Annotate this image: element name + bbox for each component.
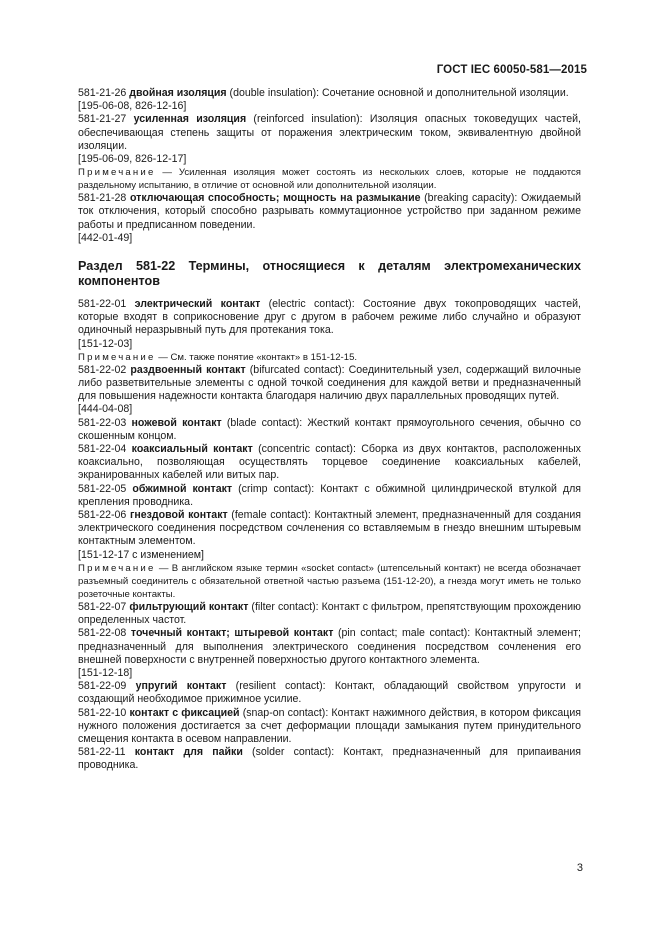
term-reference: [442-01-49] xyxy=(78,231,133,244)
term-entry xyxy=(78,443,581,483)
term-definition: (electric contact): Состояние двух токопроводящих частей, которые входят в соприкосновение друг с другом в рабочем режиме либо случайно и образуют одиночный неразрывный путь для протекания тока. xyxy=(78,298,581,337)
term-definition: (blade contact): Жесткий контакт прямоугольного сечения, обычно со скошенным концом. xyxy=(78,416,582,442)
standard-header: ГОСТ IEC 60050-581—2015 xyxy=(436,64,587,76)
term-definition: (bifurcated contact): Соединительный узел, содержащий вилочные либо разветвительные элементы с одной точкой соединения для каждой ветви и предназначенный для повышения надежности контакта благодаря наличию двух параллельных проводящих путей. xyxy=(78,363,581,403)
term-name: ножевой контакт xyxy=(131,416,222,429)
term-definition: (resilient contact): Контакт, обладающий свойством упругости и создающий необходимое прижимное усилие. xyxy=(78,680,581,706)
term-name: раздвоенный контакт xyxy=(130,363,246,376)
term-definition: (snap-on contact): Контакт нажимного действия, в котором фиксация нужного положения достигается за счет деформации площади замыкания путем принудительного смещения контакта в осевом направлении. xyxy=(78,706,581,745)
term-definition: (concentric contact): Сборка из двух контактов, расположенных коаксиально, позволяющая осуществлять торцевое соединение коаксиальных кабелей, экранированных кабелей или витых пар. xyxy=(78,443,581,482)
term-definition: (double insulation): Сочетание основной и дополнительной изоляции. xyxy=(226,87,569,99)
term-entry xyxy=(78,192,581,232)
term-name: усиленная изоляция xyxy=(133,113,247,126)
term-number: 581-22-04 xyxy=(78,443,127,456)
term-name: контакт с фиксацией xyxy=(129,706,240,719)
term-number: 581-22-05 xyxy=(78,482,127,495)
term-name: упругий контакт xyxy=(135,680,227,693)
term-entry xyxy=(78,746,581,772)
document-body xyxy=(78,87,581,773)
term-number: 581-22-06 xyxy=(78,509,127,522)
section-heading: Раздел 581-22 Термины, относящиеся к деталям электромеханических компонентов xyxy=(78,259,581,289)
note xyxy=(78,351,581,364)
term-definition: (crimp contact): Контакт с обжимной цилиндрической втулкой для крепления проводника. xyxy=(78,482,582,508)
term-name: точечный контакт; штыревой контакт xyxy=(130,627,334,640)
term-entry xyxy=(78,87,581,100)
term-name: электрический контакт xyxy=(134,298,261,311)
term-definition: (reinforced insulation): Изоляция опасных токоведущих частей, обеспечивающая степень защиты от поражения электрическим током, эквивалентную двойной изоляции. xyxy=(78,113,581,152)
note-label: Примечание xyxy=(78,167,156,179)
note xyxy=(78,166,581,192)
term-name: коаксиальный контакт xyxy=(131,443,253,456)
term-definition: (breaking capacity): Ожидаемый ток отключения, который способно разрывать коммутационное устройство при заданном режиме работы и предписанном поведении. xyxy=(78,192,581,231)
term-entry xyxy=(78,483,581,509)
term-definition: (filter contact): Контакт с фильтром, препятствующим прохождению определенных частот. xyxy=(78,600,581,627)
page-number: 3 xyxy=(576,862,583,874)
term-entry xyxy=(78,364,581,404)
term-reference: [195-06-09, 826-12-17] xyxy=(78,153,187,166)
term-entry xyxy=(78,509,581,549)
term-name: гнездовой контакт xyxy=(129,509,228,522)
term-reference: [151-12-17 с изменением] xyxy=(78,548,205,561)
term-name: обжимной контакт xyxy=(132,482,233,495)
term-entry xyxy=(78,707,581,747)
term-number: 581-21-28 xyxy=(78,192,127,205)
term-number: 581-22-11 xyxy=(78,746,126,759)
note-label: Примечание xyxy=(78,351,156,363)
term-name: двойная изоляция xyxy=(129,87,227,99)
term-name: контакт для пайки xyxy=(134,746,243,759)
term-entry xyxy=(78,113,581,153)
note-text: — В английском языке термин «socket contact» (штепсельный контакт) не всегда обозначает разъемный соединитель с обязательной ответной частью разъема (151-12-20), а гнезда могут иметь не только розеточные контакты. xyxy=(78,562,581,600)
term-entry xyxy=(78,417,581,443)
term-entry xyxy=(78,601,581,627)
term-number: 581-22-02 xyxy=(78,363,127,376)
term-number: 581-22-01 xyxy=(78,298,127,311)
term-entry xyxy=(78,627,581,667)
term-reference: [151-12-03] xyxy=(78,337,133,350)
term-reference: [195-06-08, 826-12-16] xyxy=(78,100,187,113)
term-number: 581-21-27 xyxy=(78,113,127,126)
term-definition: (female contact): Контактный элемент, предназначенный для создания электрического соединения посредством сочленения со вставляемым в гнездо внешним штыревым контактным элементом. xyxy=(78,509,581,548)
term-number: 581-22-03 xyxy=(78,416,127,429)
term-number: 581-22-08 xyxy=(78,627,127,640)
term-number: 581-22-09 xyxy=(78,680,127,693)
note xyxy=(78,562,581,601)
term-definition: (solder contact): Контакт, предназначенный для припаивания проводника. xyxy=(78,746,581,772)
note-text: — См. также понятие «контакт» в 151-12-15. xyxy=(155,351,358,363)
term-name: отключающая способность; мощность на размыкание xyxy=(129,192,421,205)
term-number: 581-22-10 xyxy=(78,706,127,719)
term-reference: [444-04-08] xyxy=(78,403,133,416)
note-text: — Усиленная изоляция может состоять из нескольких слоев, которые не поддаются раздельному испытанию, в отличие от основной или дополнительной изоляции. xyxy=(78,167,581,192)
term-entry xyxy=(78,680,581,706)
term-definition: (pin contact; male contact): Контактный элемент; предназначенный для выполнения электрического соединения посредством сочленения его внешней поверхности с внутренней поверхностью другого контактного элемента. xyxy=(78,627,581,666)
note-label: Примечание xyxy=(78,562,156,574)
term-reference: [151-12-18] xyxy=(78,666,133,679)
term-entry xyxy=(78,298,581,338)
term-name: фильтрующий контакт xyxy=(129,600,249,613)
term-number: 581-21-26 xyxy=(78,87,127,99)
term-number: 581-22-07 xyxy=(78,600,127,613)
